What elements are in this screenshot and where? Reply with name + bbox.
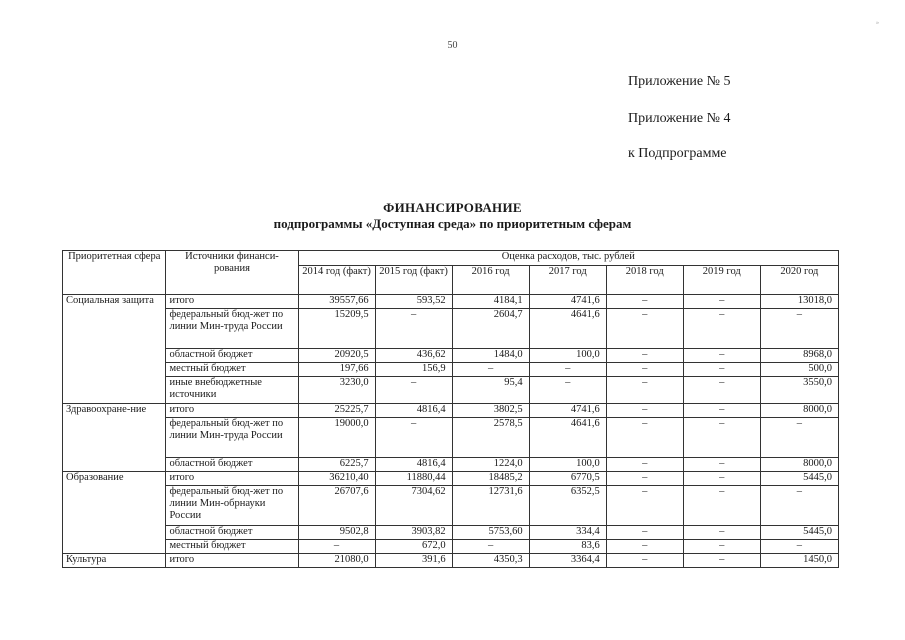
cell-value: 391,6 [375,554,452,568]
cell-value: – [452,363,529,377]
cell-value: – [760,418,838,458]
cell-source: иные внебюджетные источники [166,377,298,404]
cell-value: 3802,5 [452,404,529,418]
header-sphere: Приоритетная сфера [63,251,166,295]
header-estimate: Оценка расходов, тыс. рублей [298,251,838,266]
cell-value: 4641,6 [529,418,606,458]
cell-value: – [606,472,683,486]
cell-value: 8968,0 [760,349,838,363]
header-source: Источники финанси-рования [166,251,298,295]
cell-value: 3550,0 [760,377,838,404]
cell-value: 4816,4 [375,458,452,472]
cell-value: 4741,6 [529,295,606,309]
table-row [63,540,839,554]
cell-value: 6770,5 [529,472,606,486]
cell-value: – [606,418,683,458]
cell-value: 2578,5 [452,418,529,458]
cell-value: 5445,0 [760,472,838,486]
cell-value: – [606,458,683,472]
cell-value: – [683,458,760,472]
cell-value: – [606,554,683,568]
cell-value: – [298,540,375,554]
cell-value: – [606,363,683,377]
cell-value: – [683,295,760,309]
cell-value: – [606,349,683,363]
table-row [63,486,839,526]
cell-value: – [683,363,760,377]
cell-value: – [606,526,683,540]
cell-value: 3903,82 [375,526,452,540]
cell-value: – [606,295,683,309]
cell-sphere: Здравоохране-ние [63,404,166,472]
cell-value: – [606,309,683,349]
cell-value: 83,6 [529,540,606,554]
cell-value: 6225,7 [298,458,375,472]
header-year: 2020 год [760,266,838,295]
cell-value: – [760,309,838,349]
cell-value: – [760,540,838,554]
cell-value: 25225,7 [298,404,375,418]
cell-value: 3230,0 [298,377,375,404]
header-year: 2017 год [529,266,606,295]
cell-value: 2604,7 [452,309,529,349]
cell-value: 5445,0 [760,526,838,540]
table-row [63,472,839,486]
page-number: 50 [447,40,458,51]
cell-value: 12731,6 [452,486,529,526]
cell-value: 11880,44 [375,472,452,486]
cell-value: 197,66 [298,363,375,377]
cell-value: 334,4 [529,526,606,540]
cell-value: – [529,377,606,404]
cell-value: 26707,6 [298,486,375,526]
cell-value: 500,0 [760,363,838,377]
cell-value: 100,0 [529,349,606,363]
cell-source: областной бюджет [166,349,298,363]
table-row [63,554,839,568]
corner-mark: » [876,20,879,26]
cell-value: – [606,404,683,418]
table-row [63,349,839,363]
appendix-line-1: Приложение № 5 [628,74,731,89]
cell-value: 3364,4 [529,554,606,568]
cell-value: – [529,363,606,377]
cell-source: областной бюджет [166,458,298,472]
cell-value: 13018,0 [760,295,838,309]
cell-source: федеральный бюд-жет по линии Мин-труда России [166,309,298,349]
cell-value: 672,0 [375,540,452,554]
table-row [63,526,839,540]
cell-value: 4184,1 [452,295,529,309]
cell-value: 4741,6 [529,404,606,418]
table-row [63,295,839,309]
cell-source: итого [166,554,298,568]
cell-value: – [375,418,452,458]
cell-value: – [375,309,452,349]
table-row [63,309,839,349]
cell-value: – [452,540,529,554]
cell-value: – [683,526,760,540]
cell-value: – [683,486,760,526]
cell-value: – [683,472,760,486]
cell-value: 100,0 [529,458,606,472]
cell-value: – [683,418,760,458]
cell-value: – [606,540,683,554]
cell-value: 8000,0 [760,404,838,418]
cell-value: 18485,2 [452,472,529,486]
cell-value: 39557,66 [298,295,375,309]
header-year: 2015 год (факт) [375,266,452,295]
cell-value: 4641,6 [529,309,606,349]
cell-value: – [683,404,760,418]
cell-value: – [683,540,760,554]
document-subtitle: подпрограммы «Доступная среда» по приоритетным сферам [273,216,632,231]
cell-value: 6352,5 [529,486,606,526]
cell-value: 7304,62 [375,486,452,526]
appendix-line-2: Приложение № 4 [628,111,731,126]
cell-sphere: Образование [63,472,166,554]
cell-value: 4350,3 [452,554,529,568]
cell-value: 8000,0 [760,458,838,472]
cell-value: – [760,486,838,526]
cell-value: 4816,4 [375,404,452,418]
cell-value: – [375,377,452,404]
header-year: 2018 год [606,266,683,295]
cell-sphere: Культура [63,554,166,568]
appendix-line-3: к Подпрограмме [628,146,727,161]
cell-value: 15209,5 [298,309,375,349]
cell-value: – [606,486,683,526]
cell-source: местный бюджет [166,540,298,554]
cell-source: местный бюджет [166,363,298,377]
cell-value: 593,52 [375,295,452,309]
table-row [63,363,839,377]
cell-sphere: Социальная защита [63,295,166,404]
cell-value: 9502,8 [298,526,375,540]
cell-value: 156,9 [375,363,452,377]
cell-source: итого [166,404,298,418]
cell-value: – [683,349,760,363]
cell-value: – [683,554,760,568]
cell-source: итого [166,295,298,309]
cell-source: федеральный бюд-жет по линии Мин-обрнауки России [166,486,298,526]
cell-value: 95,4 [452,377,529,404]
header-year: 2014 год (факт) [298,266,375,295]
cell-value: 1450,0 [760,554,838,568]
financing-table [62,250,839,568]
header-year: 2019 год [683,266,760,295]
cell-value: 436,62 [375,349,452,363]
cell-value: – [683,377,760,404]
table-row [63,377,839,404]
cell-source: областной бюджет [166,526,298,540]
cell-value: – [683,309,760,349]
table-row [63,404,839,418]
cell-value: 1224,0 [452,458,529,472]
cell-value: 19000,0 [298,418,375,458]
table-row [63,418,839,458]
header-year: 2016 год [452,266,529,295]
cell-value: 20920,5 [298,349,375,363]
cell-value: 36210,40 [298,472,375,486]
table-row [63,458,839,472]
cell-value: 5753,60 [452,526,529,540]
cell-source: федеральный бюд-жет по линии Мин-труда России [166,418,298,458]
document-title: ФИНАНСИРОВАНИЕ [383,200,522,215]
cell-source: итого [166,472,298,486]
cell-value: – [606,377,683,404]
cell-value: 1484,0 [452,349,529,363]
cell-value: 21080,0 [298,554,375,568]
